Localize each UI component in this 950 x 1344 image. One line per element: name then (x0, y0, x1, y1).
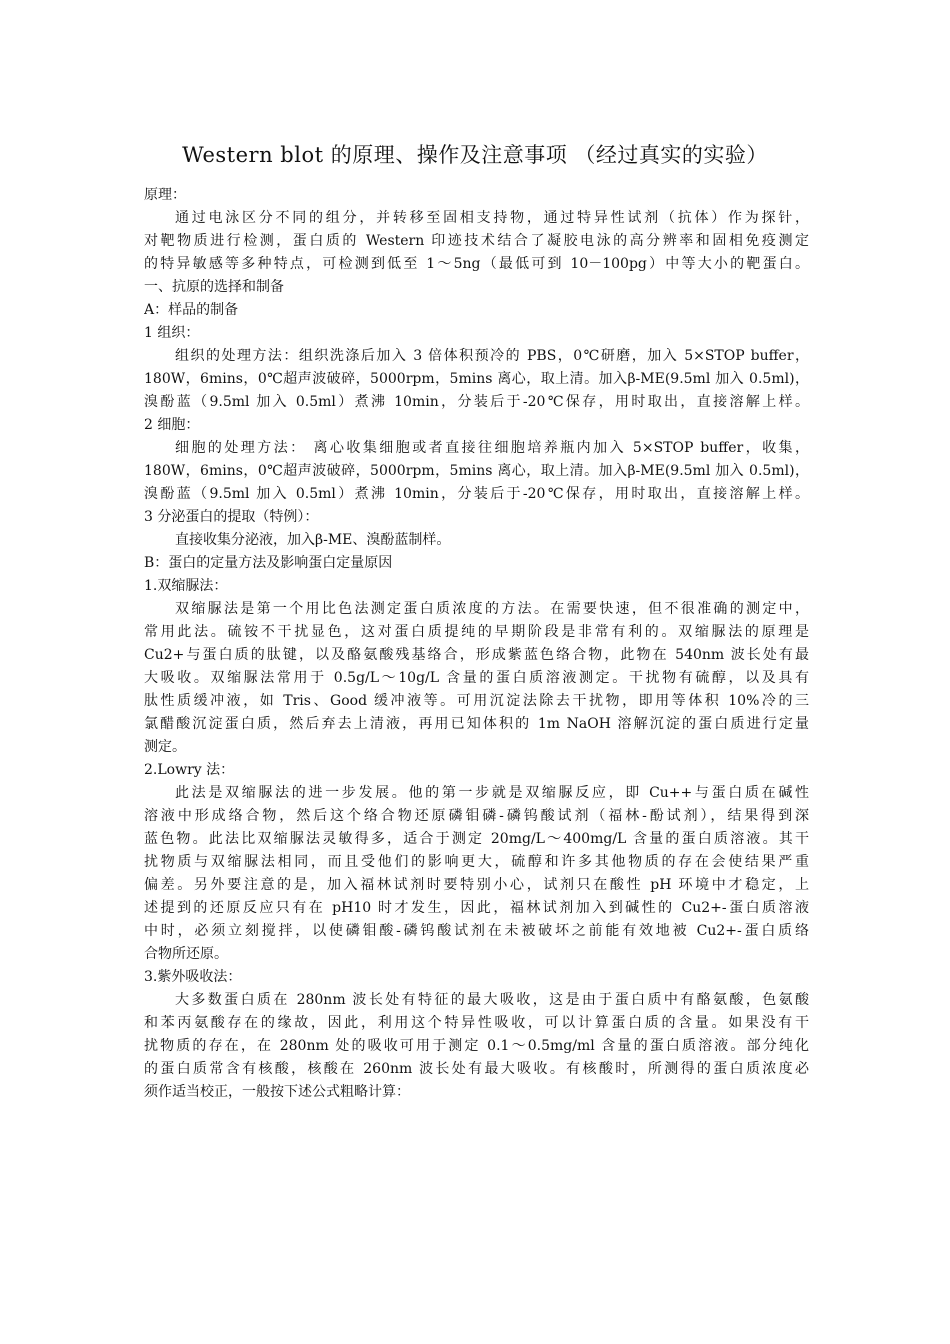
subsection-heading: A：样品的制备 (144, 302, 239, 318)
paragraph-line: 扰物质的存在，在 280nm 处的吸收可用于测定 0.1～0.5mg/ml 含量的蛋白质溶液。部分纯化 (144, 1038, 809, 1054)
paragraph-line: 此法是双缩脲法的进一步发展。他的第一步就是双缩脲反应，即 Cu++与蛋白质在碱性 (175, 785, 809, 801)
paragraph-line: 直接收集分泌液，加入β-ME、溴酚蓝制样。 (175, 532, 451, 548)
paragraph-line: 氯醋酸沉淀蛋白质，然后弃去上清液，再用已知体积的 1m NaOH 溶解沉淀的蛋白质进行定量 (144, 716, 809, 732)
paragraph-line: 180W，6mins，0℃超声波破碎，5000rpm，5mins 离心，取上清。加入β-ME(9.5ml 加入 0.5ml)， (144, 463, 809, 479)
document-title: Western blot 的原理、操作及注意事项 （经过真实的实验） (182, 143, 768, 167)
item-heading: 2 细胞： (144, 417, 200, 433)
paragraph-line: 组织的处理方法：组织洗涤后加入 3 倍体积预冷的 PBS，0℃研磨，加入 5×STOP buffer， (175, 348, 809, 364)
item-heading: 3 分泌蛋白的提取（特例）： (144, 509, 319, 525)
item-heading: 3.紫外吸收法： (144, 969, 242, 985)
document-body (144, 184, 809, 1104)
paragraph-line: 述提到的还原反应只有在 pH10 时才发生，因此，福林试剂加入到碱性的 Cu2+-蛋白质溶液 (144, 900, 809, 916)
paragraph-line: 大吸收。双缩脲法常用于 0.5g/L～10g/L 含量的蛋白质溶液测定。干扰物有硫醇，以及具有 (144, 670, 809, 686)
paragraph-line: 和苯丙氨酸存在的缘故，因此，利用这个特异性吸收，可以计算蛋白质的含量。如果没有干 (144, 1015, 809, 1031)
paragraph-line: 180W，6mins，0℃超声波破碎，5000rpm，5mins 离心，取上清。加入β-ME(9.5ml 加入 0.5ml)， (144, 371, 809, 387)
paragraph-line: 对靶物质进行检测，蛋白质的 Western 印迹技术结合了凝胶电泳的高分辨率和固相免疫测定 (144, 233, 809, 249)
section-heading: 一、抗原的选择和制备 (144, 279, 284, 295)
paragraph-line: 的特异敏感等多种特点，可检测到低至 1～5ng（最低可到 10－100pg）中等大小的靶蛋白。 (144, 256, 809, 272)
heading-principle: 原理： (144, 187, 186, 203)
paragraph-line: Cu2+与蛋白质的肽键，以及酪氨酸残基络合，形成紫蓝色络合物，此物在 540nm 波长处有最 (144, 647, 809, 663)
subsection-heading: B：蛋白的定量方法及影响蛋白定量原因 (144, 555, 393, 571)
paragraph-line: 肽性质缓冲液，如 Tris、Good 缓冲液等。可用沉淀法除去干扰物，即用等体积 10%冷的三 (144, 693, 809, 709)
paragraph-line: 中时，必须立刻搅拌，以使磷钼酸-磷钨酸试剂在未被破坏之前能有效地被 Cu2+-蛋白质络 (144, 923, 809, 939)
paragraph-line: 溶液中形成络合物，然后这个络合物还原磷钼磷-磷钨酸试剂（福林-酚试剂），结果得到深 (144, 808, 809, 824)
paragraph-line: 大多数蛋白质在 280nm 波长处有特征的最大吸收，这是由于蛋白质中有酪氨酸，色氨酸 (175, 992, 809, 1008)
paragraph-line: 细胞的处理方法： 离心收集细胞或者直接往细胞培养瓶内加入 5×STOP buffer，收集， (175, 440, 809, 456)
paragraph-line: 须作适当校正，一般按下述公式粗略计算： (144, 1084, 410, 1100)
item-heading: 1 组织： (144, 325, 200, 341)
item-heading: 1.双缩脲法： (144, 578, 228, 594)
paragraph-line: 的蛋白质常含有核酸，核酸在 260nm 波长处有最大吸收。有核酸时，所测得的蛋白质浓度必 (144, 1061, 809, 1077)
paragraph-line: 溴酚蓝（9.5ml 加入 0.5ml）煮沸 10min，分装后于-20℃保存，用时取出，直接溶解上样。 (144, 486, 809, 502)
paragraph-line: 常用此法。硫铵不干扰显色，这对蛋白质提纯的早期阶段是非常有利的。双缩脲法的原理是 (144, 624, 809, 640)
paragraph-line: 蓝色物。此法比双缩脲法灵敏得多，适合于测定 20mg/L～400mg/L 含量的蛋白质溶液。其干 (144, 831, 809, 847)
paragraph-line: 通过电泳区分不同的组分，并转移至固相支持物，通过特异性试剂（抗体）作为探针， (175, 210, 809, 226)
item-heading: 2.Lowry 法： (144, 762, 235, 778)
paragraph-line: 溴酚蓝（9.5ml 加入 0.5ml）煮沸 10min，分装后于-20℃保存，用时取出，直接溶解上样。 (144, 394, 809, 410)
paragraph-line: 测定。 (144, 739, 186, 755)
paragraph-line: 合物所还原。 (144, 946, 228, 962)
paragraph-line: 双缩脲法是第一个用比色法测定蛋白质浓度的方法。在需要快速，但不很准确的测定中， (175, 601, 809, 617)
paragraph-line: 扰物质与双缩脲法相同，而且受他们的影响更大，硫醇和许多其他物质的存在会使结果严重 (144, 854, 809, 870)
paragraph-line: 偏差。另外要注意的是，加入福林试剂时要特别小心，试剂只在酸性 pH 环境中才稳定，上 (144, 877, 809, 893)
